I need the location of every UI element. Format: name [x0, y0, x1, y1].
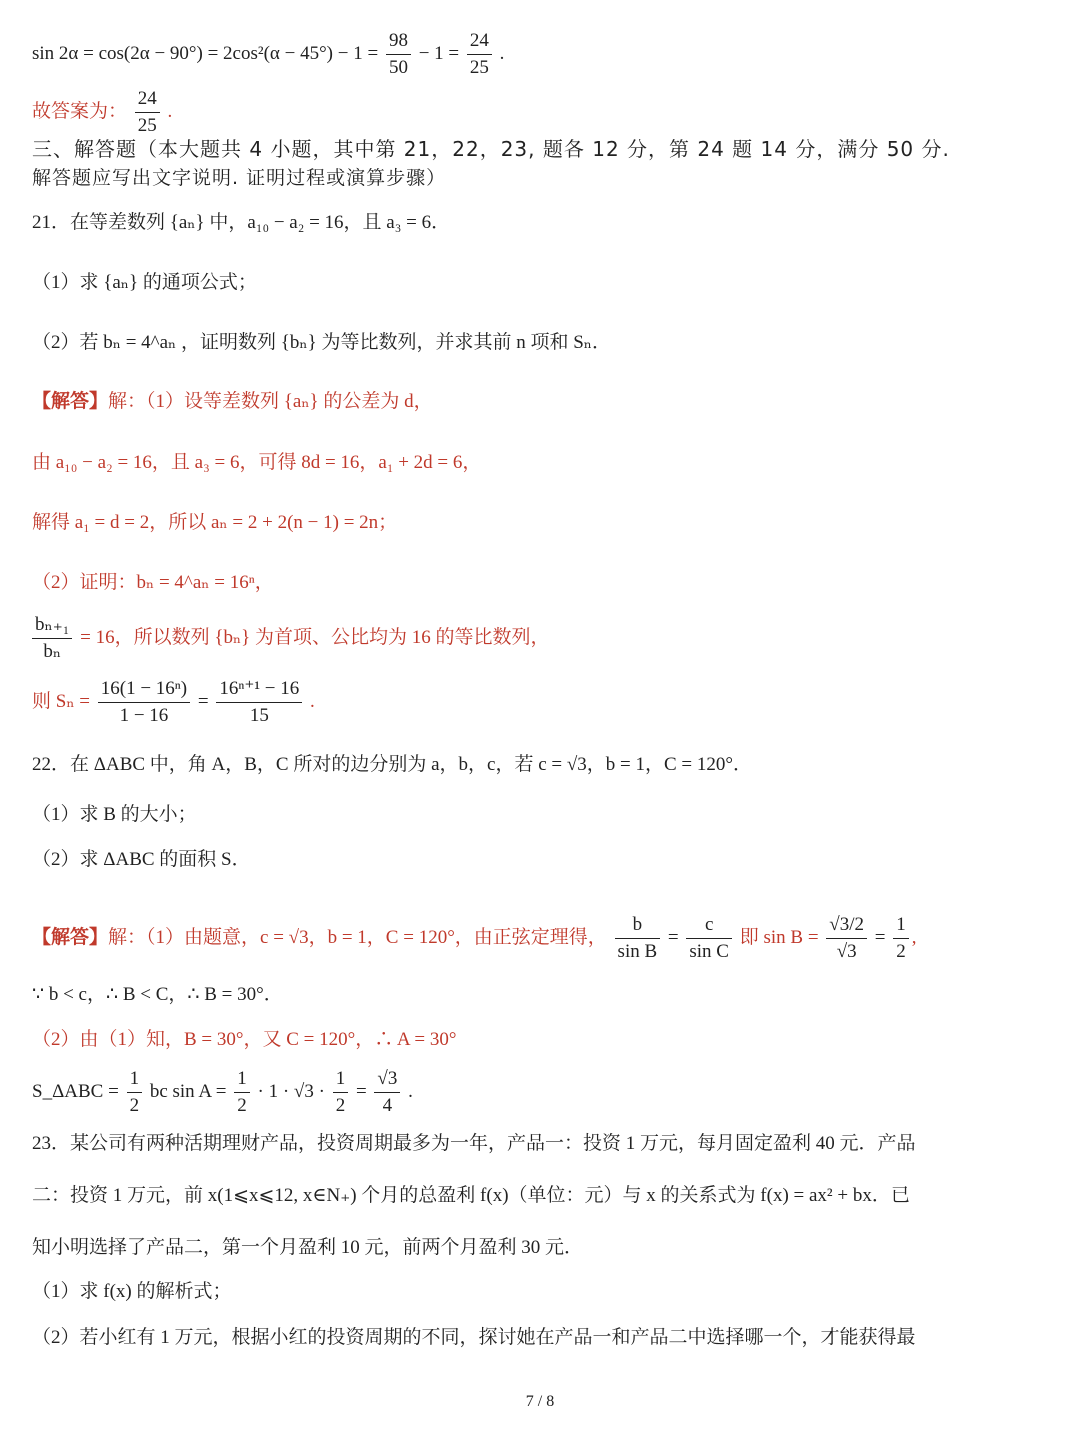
- question-21: 21．在等差数列 {aₙ} 中，a₁₀ − a₂ = 16，且 a₃ = 6．: [32, 212, 451, 233]
- answer-21-line1: 【解答】解：（1）设等差数列 {aₙ} 的公差为 d，: [32, 391, 433, 412]
- answer-tag: 【解答】: [32, 926, 109, 948]
- area-fraction-3: $\frac{1}{2}$: [333, 1066, 349, 1119]
- solution-line-sin2a: sin 2α = cos(2α − 90°) = 2cos²(α − 45°) − 1 = $\frac{98}{50}$ − 1 = $\frac{24}{25}$ .: [32, 28, 504, 81]
- question-23-line1: 23．某公司有两种活期理财产品，投资周期最多为一年，产品一：投资 1 万元，每月固定盈利 40 元．产品: [32, 1133, 916, 1154]
- fraction-24-25: $\frac{24}{25}$: [467, 28, 492, 81]
- page-number: 7 / 8: [525, 1393, 555, 1410]
- answer-21-line6: 则 Sₙ = $\frac{\text{16(1 − 16ⁿ)}}{1 - 16}$ = $\frac{\text{16ⁿ⁺¹ − 16}}{15}$ .: [32, 676, 315, 729]
- answer-21-line5: $\frac{\text{bₙ₊₁}}{\text{bₙ}}$ = 16，所以数列 {bₙ} 为首项、公比均为 16 的等比数列，: [32, 612, 550, 665]
- answer-22-area: S_ΔABC = $\frac{1}{2}$ bc sin A = $\frac{1}{2}$ · 1 · √3 · $\frac{1}{2}$ = $\frac{√3}{4}$ .: [32, 1066, 413, 1119]
- sine-law-fraction-2: $\frac{c}{\text{sin C}}$: [686, 912, 732, 965]
- section-heading: 三、解答题（本大题共 4 小题，其中第 21，22，23, 题各 12 分，第 24 题 14 分，满分 50 分.: [32, 137, 950, 161]
- sum-fraction-1: $\frac{\text{16(1 − 16ⁿ)}}{1 - 16}$: [98, 676, 190, 729]
- question-23-line3: 知小明选择了产品二，第一个月盈利 10 元，前两个月盈利 30 元．: [32, 1237, 584, 1258]
- answer-22-line2: ∵ b < c，∴ B < C，∴ B = 30°．: [32, 984, 283, 1005]
- question-21-part1: （1）求 {aₙ} 的通项公式；: [32, 272, 257, 293]
- answer-22-line3: （2）由（1）知，B = 30°，又 C = 120°，∴ A = 30°: [32, 1029, 457, 1050]
- answer-21-line3: 解得 a₁ = d = 2，所以 aₙ = 2 + 2(n − 1) = 2n；: [32, 512, 398, 533]
- question-23-part1: （1）求 f(x) 的解析式；: [32, 1281, 232, 1302]
- question-23-line2: 二：投资 1 万元，前 x(1⩽x⩽12, x∈N₊) 个月的总盈利 f(x)（单位：元）与 x 的关系式为 f(x) = ax² + bx．已: [32, 1185, 910, 1206]
- answer-tag: 【解答】: [32, 391, 109, 412]
- area-fraction-1: $\frac{1}{2}$: [127, 1066, 143, 1119]
- sinB-fraction: $\frac{√3/2}{√3}$: [826, 912, 867, 965]
- half-fraction: $\frac{1}{2}$: [893, 912, 909, 965]
- fraction-98-50: $\frac{98}{50}$: [386, 28, 411, 81]
- question-22-part1: （1）求 B 的大小；: [32, 804, 197, 825]
- area-fraction-4: $\frac{√3}{4}$: [374, 1066, 400, 1119]
- question-22: 22．在 ΔABC 中，角 A，B，C 所对的边分别为 a，b，c，若 c = √3，b = 1，C = 120°．: [32, 754, 752, 775]
- sine-law-fraction-1: $\frac{b}{\text{sin B}}$: [615, 912, 661, 965]
- section-subheading: 解答题应写出文字说明. 证明过程或演算步骤）: [32, 167, 447, 189]
- answer-21-line4: （2）证明：bₙ = 4^aₙ = 16ⁿ，: [32, 572, 274, 593]
- answer-fraction: $\frac{24}{25}$: [135, 86, 160, 139]
- question-22-part2: （2）求 ΔABC 的面积 S．: [32, 849, 251, 870]
- sum-fraction-2: $\frac{\text{16ⁿ⁺¹ − 16}}{15}$: [216, 676, 302, 729]
- ratio-fraction: $\frac{\text{bₙ₊₁}}{\text{bₙ}}$: [32, 612, 72, 665]
- answer-22-line1: 【解答】解：（1）由题意，c = √3，b = 1，C = 120°，由正弦定理得， $\frac{b}{\text{sin B}}$ = $\frac{c}{\text{sin C}}$ 即 sin B = $\frac{√3/2}{√3}$ = $\frac{1}{2}$ ,: [32, 912, 916, 965]
- answer-line: 故答案为： $\frac{24}{25}$ .: [32, 86, 172, 139]
- answer-21-line2: 由 a₁₀ − a₂ = 16，且 a₃ = 6，可得 8d = 16，a₁ + 2d = 6，: [32, 452, 482, 473]
- question-21-part2: （2）若 bₙ = 4^aₙ ，证明数列 {bₙ} 为等比数列，并求其前 n 项和 Sₙ．: [32, 332, 612, 353]
- question-23-part2: （2）若小红有 1 万元，根据小红的投资周期的不同，探讨她在产品一和产品二中选择哪一个，才能获得最: [32, 1327, 916, 1348]
- area-fraction-2: $\frac{1}{2}$: [234, 1066, 250, 1119]
